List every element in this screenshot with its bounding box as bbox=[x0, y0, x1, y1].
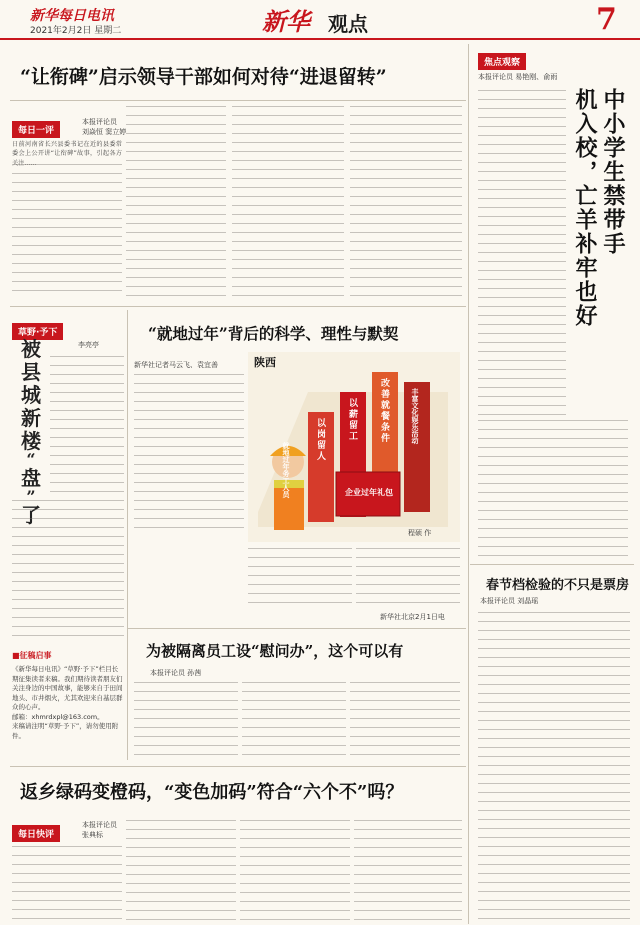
notice-body: 《新华每日电讯》“草野·予下”栏目长期征集读者来稿。我们期待读者朋友们关注身边的中国故事，能够来自于田间地头、市井烟火，尤其欢迎来自基层群众的心声。 bbox=[12, 665, 123, 711]
left-title-char: 被 bbox=[21, 337, 41, 361]
divider-bottom bbox=[10, 766, 466, 767]
tag-focus bbox=[478, 50, 526, 70]
right-sub-author: 本报评论员 刘晶瑶 bbox=[480, 597, 539, 605]
bottom-mid-col2 bbox=[242, 682, 346, 760]
top-headline: “让衔碑”启示领导干部如何对待“进退留转” bbox=[20, 66, 387, 88]
middle-author: 新华社记者马云飞、袁宜善 bbox=[134, 361, 218, 369]
left-article-lower bbox=[12, 500, 124, 636]
notice-title: ■征稿启事 bbox=[12, 651, 52, 660]
bottom-author: 张典标 bbox=[82, 831, 103, 839]
photo-caption: 程硕 作 bbox=[408, 529, 432, 537]
cartoon-banner-workers: 就地过年务工人员 bbox=[282, 442, 291, 498]
middle-col3 bbox=[356, 548, 460, 604]
top-author-org: 本报评论员 bbox=[82, 118, 117, 126]
middle-col2 bbox=[248, 548, 352, 604]
divider-right bbox=[468, 44, 469, 924]
divider-right-mid bbox=[470, 564, 634, 565]
bottom-col1 bbox=[12, 846, 122, 920]
cartoon-banner-1: 以岗留人 bbox=[315, 418, 325, 462]
bottom-col2 bbox=[126, 820, 236, 920]
divider-left-col bbox=[127, 310, 128, 760]
bottom-col4 bbox=[354, 820, 462, 920]
middle-col1-text bbox=[134, 534, 244, 552]
tag-quick-comment bbox=[12, 822, 60, 842]
tag-grassroots-label: 草野·予下 bbox=[12, 323, 63, 340]
right-col-mid bbox=[478, 420, 628, 556]
cartoon-banner-3: 改善就餐条件 bbox=[379, 378, 389, 444]
cartoon-banner-4: 丰富文化娱乐活动 bbox=[411, 388, 420, 444]
right-sub-headline: 春节档检验的不只是票房 bbox=[486, 578, 630, 593]
left-title-char: 楼 bbox=[21, 429, 41, 453]
divider-under-headline bbox=[10, 100, 466, 101]
photo-region: 陕西 bbox=[254, 356, 276, 369]
bottom-mid-col1 bbox=[134, 682, 238, 760]
left-title-char: “ bbox=[26, 450, 36, 469]
left-title-char: ” bbox=[26, 487, 36, 506]
left-column-title bbox=[16, 337, 46, 527]
tag-quick-comment-label: 每日快评 bbox=[12, 825, 60, 842]
bottom-mid-headline: 为被隔离员工设“慰问办”，这个可以有 bbox=[146, 642, 404, 660]
newspaper-brand: 新华每日电讯 bbox=[30, 8, 114, 24]
left-author: 李亮亭 bbox=[78, 341, 99, 349]
top-article-col2 bbox=[126, 106, 226, 296]
divider-mid bbox=[10, 306, 466, 307]
tag-daily-comment-label: 每日一评 bbox=[12, 121, 60, 138]
bottom-headline: 返乡绿码变橙码，“变色加码”符合“六个不”吗？ bbox=[20, 782, 404, 803]
middle-col1 bbox=[134, 374, 244, 534]
left-title-char: 了 bbox=[21, 503, 41, 527]
section-logo: 新华 bbox=[262, 7, 310, 36]
tag-daily-comment bbox=[12, 118, 60, 138]
right-title-col2: 机入校，亡羊补牢也好 bbox=[572, 88, 598, 328]
left-article-upper bbox=[50, 356, 124, 496]
top-authors: 刘焱恒 窦立婷 bbox=[82, 128, 127, 136]
right-col-lower bbox=[478, 612, 630, 920]
bottom-byline bbox=[82, 820, 117, 840]
top-article-col4 bbox=[350, 106, 462, 296]
bottom-author-org: 本报评论员 bbox=[82, 821, 117, 829]
notice-note: 来稿请注明“草野·予下”，请勿使用附件。 bbox=[12, 722, 119, 740]
page-number: 7 bbox=[596, 2, 617, 37]
middle-headline: “就地过年”背后的科学、理性与默契 bbox=[148, 324, 399, 343]
left-title-char: 县 bbox=[21, 360, 41, 384]
call-for-submissions bbox=[12, 650, 124, 741]
left-title-char: 新 bbox=[21, 406, 41, 430]
issue-date: 2021年2月2日 星期二 bbox=[30, 26, 122, 36]
tag-focus-label: 焦点观察 bbox=[478, 53, 526, 70]
right-title-col1: 中小学生禁带手 bbox=[600, 88, 626, 256]
top-byline bbox=[82, 117, 126, 137]
top-lead: 日前河南省长兴县委书记在近的县委常委会上公开讲“让衔碑”故事，引起各方关注…… bbox=[12, 141, 122, 167]
masthead bbox=[0, 0, 640, 40]
section-name: 观点 bbox=[328, 12, 368, 36]
bottom-mid-col3 bbox=[350, 682, 460, 760]
bottom-mid-author: 本报评论员 孙茜 bbox=[150, 669, 202, 677]
top-article-col3 bbox=[232, 106, 344, 296]
top-article-col1 bbox=[12, 164, 122, 296]
cartoon-banner-2: 以薪留工 bbox=[347, 398, 357, 442]
divider-mid2 bbox=[128, 628, 466, 629]
left-title-char: 城 bbox=[21, 383, 41, 407]
cartoon-gift-label: 企业过年礼包 bbox=[345, 488, 393, 497]
bottom-col3 bbox=[240, 820, 350, 920]
middle-dateline: 新华社北京2月1日电 bbox=[380, 613, 445, 621]
cartoon-illustration bbox=[248, 352, 460, 542]
left-title-char: 盘 bbox=[21, 466, 41, 490]
right-author: 本报评论员 易艳刚、俞雨 bbox=[478, 73, 558, 81]
right-col-upper bbox=[478, 90, 566, 416]
notice-email[interactable]: 邮箱：xhmrdxpl@163.com。 bbox=[12, 712, 104, 721]
